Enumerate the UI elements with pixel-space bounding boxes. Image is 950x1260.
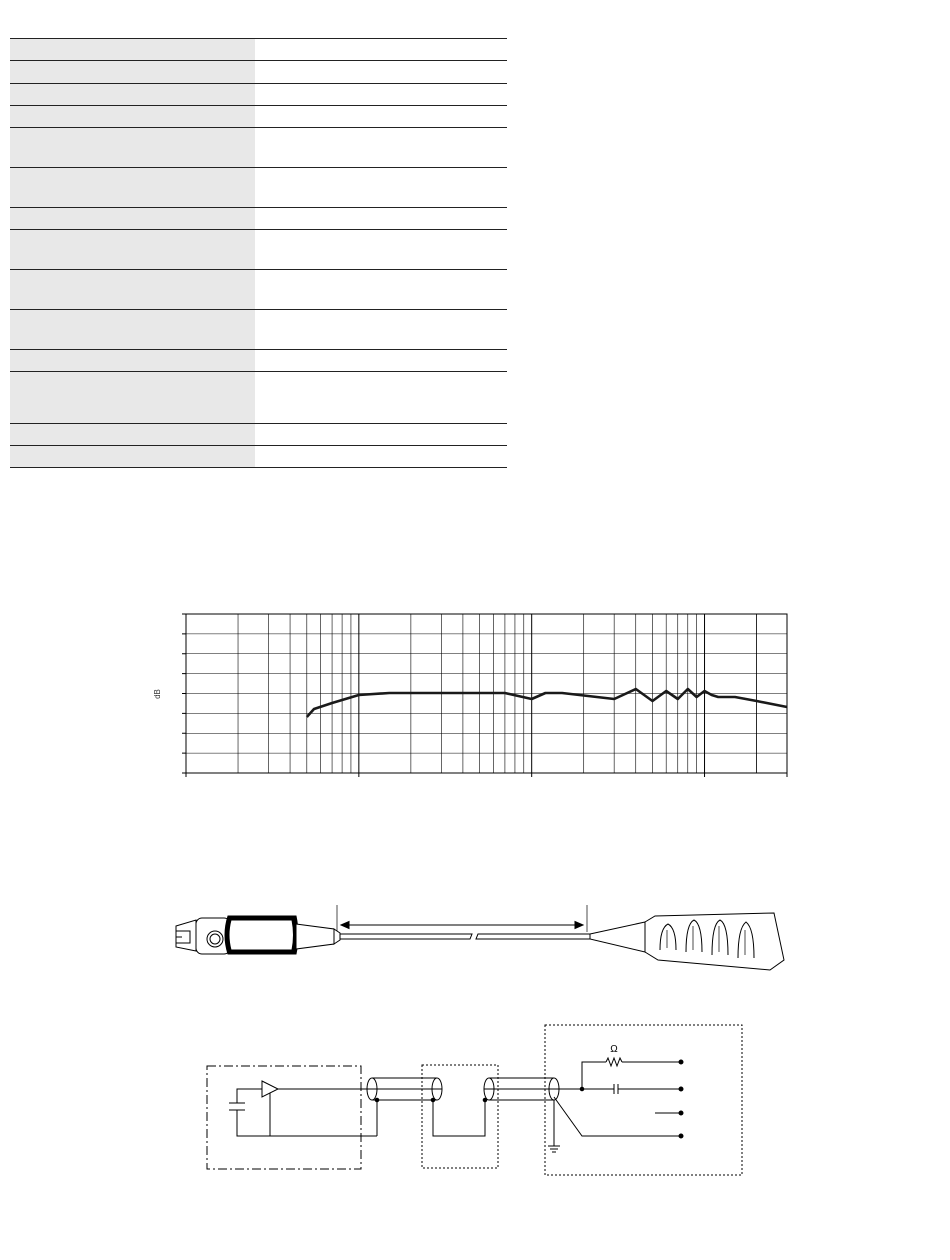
ground-symbol [548,1146,560,1152]
cable-segment-left [340,934,472,939]
cable-segment-right [476,934,590,939]
resistor-symbol [606,1058,622,1066]
terminal-3 [679,1111,683,1115]
ohm-symbol: Ω [610,1044,618,1055]
cable-strain-relief [645,913,784,970]
mini-xlr-connector [176,916,340,954]
capsule-ground-wire [237,1110,377,1136]
arrow-head-right [575,922,583,929]
frequency-response-chart [153,614,787,777]
terminal-4 [679,1134,683,1138]
microphone-housing-box [207,1066,361,1169]
capsule-wire [237,1089,262,1103]
chart-y-ticks [182,614,186,773]
terminal-2 [679,1087,683,1091]
chart-y-axis-label: dB [153,689,162,699]
receiver-input-box [545,1025,742,1175]
cable-shield-2 [484,1078,582,1100]
cable-illustration [176,905,784,970]
wiring-diagram [207,1025,742,1175]
terminal-1 [679,1060,683,1064]
chart-x-ticks [186,773,787,777]
cable-shield-1 [367,1078,442,1100]
cable-taper [590,922,645,952]
arrow-head-left [341,922,349,929]
